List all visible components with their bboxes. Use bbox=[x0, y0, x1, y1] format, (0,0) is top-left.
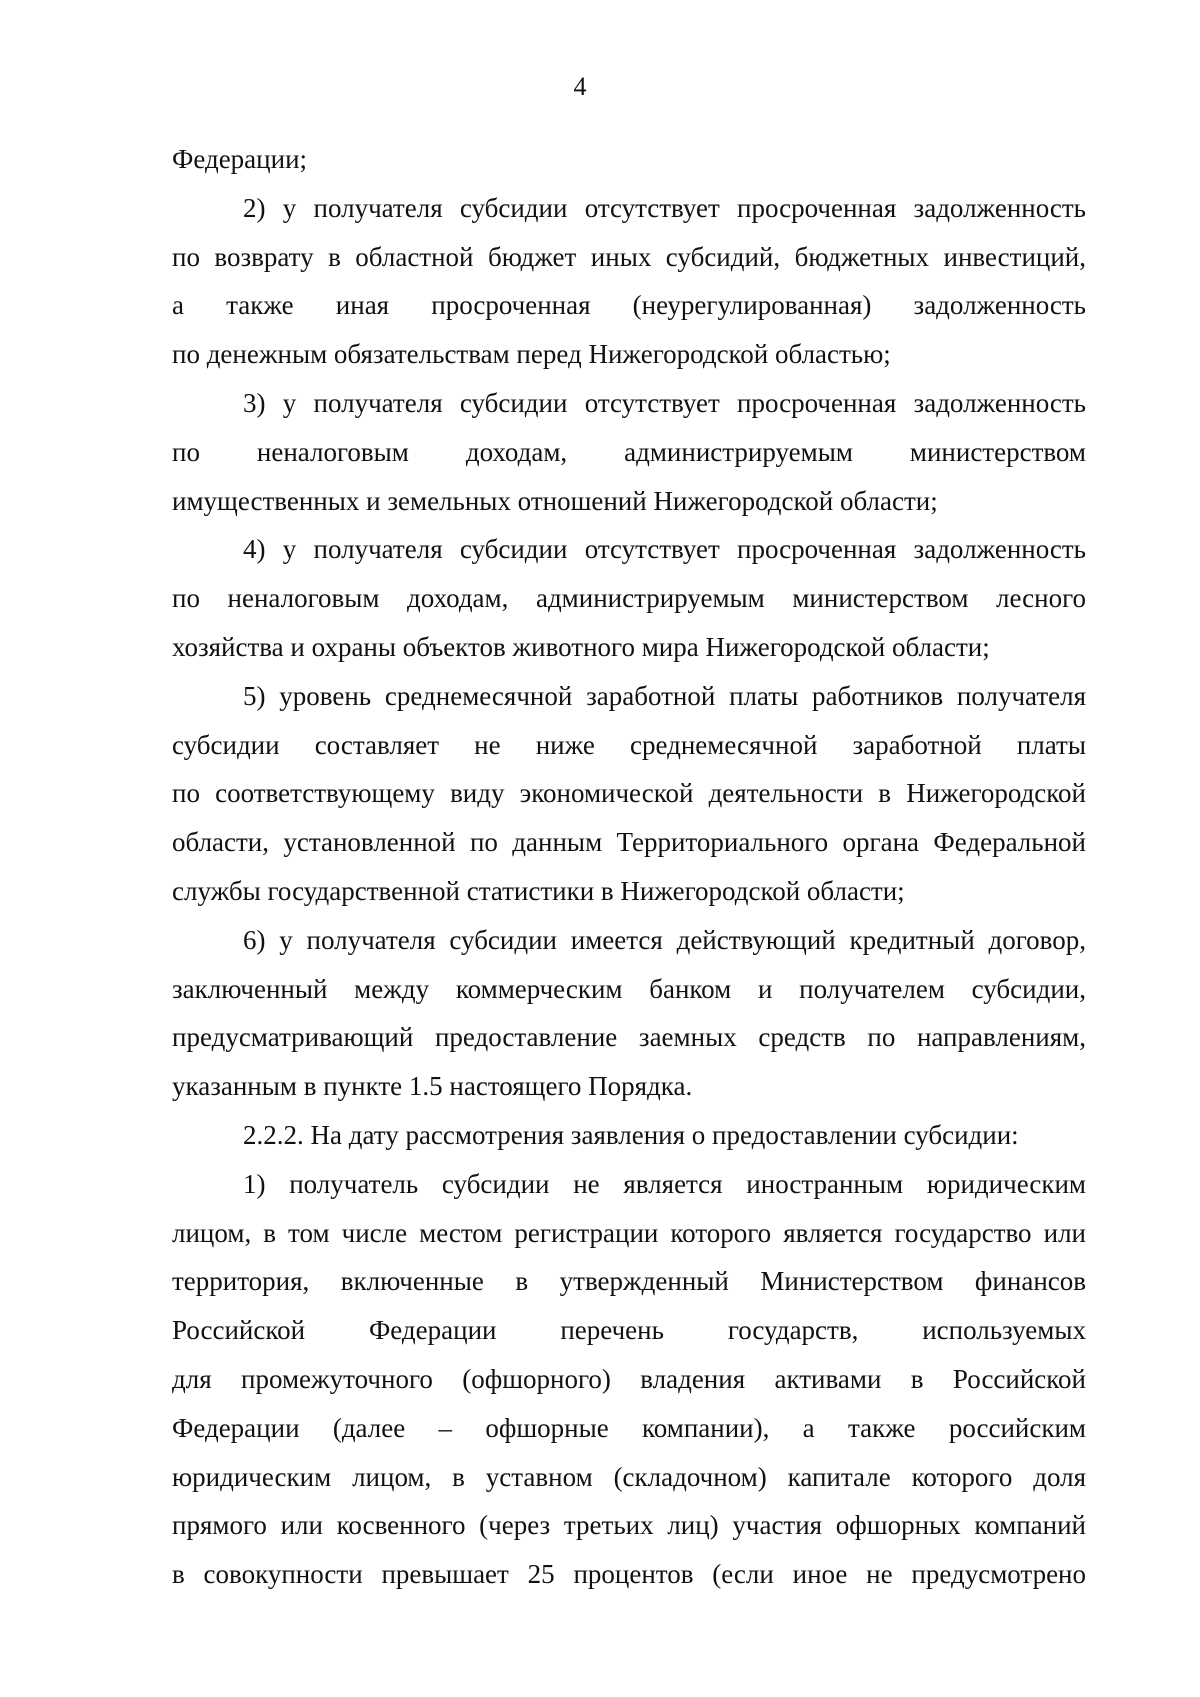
text-line: Российской Федерации перечень государств, используемых bbox=[172, 1315, 1086, 1346]
text-line: 1) получатель субсидии не является иностранным юридическим bbox=[243, 1168, 1086, 1199]
text-line: заключенный между коммерческим банком и получателем субсидии, bbox=[172, 973, 1086, 1004]
text-line: субсидии составляет не ниже среднемесячной заработной платы bbox=[172, 729, 1086, 760]
text-line: Федерации (далее – офшорные компании), а также российским bbox=[172, 1412, 1086, 1443]
text-line: для промежуточного (офшорного) владения активами в Российской bbox=[172, 1363, 1086, 1394]
text-line: лицом, в том числе местом регистрации которого является государство или bbox=[172, 1217, 1086, 1248]
text-line: области, установленной по данным Территориального органа Федеральной bbox=[172, 827, 1086, 858]
text-line: по неналоговым доходам, администрируемым министерством лесного bbox=[172, 583, 1086, 614]
document-body bbox=[172, 135, 1086, 1599]
text-line: по соответствующему виду экономической деятельности в Нижегородской bbox=[172, 778, 1086, 809]
text-line: службы государственной статистики в Нижегородской области; bbox=[172, 875, 905, 906]
text-line: 3) у получателя субсидии отсутствует просроченная задолженность bbox=[243, 387, 1086, 418]
text-line: прямого или косвенного (через третьих лиц) участия офшорных компаний bbox=[172, 1510, 1086, 1541]
text-line: 4) у получателя субсидии отсутствует просроченная задолженность bbox=[243, 534, 1086, 565]
text-line: указанным в пункте 1.5 настоящего Порядка. bbox=[172, 1071, 693, 1102]
text-line: хозяйства и охраны объектов животного мира Нижегородской области; bbox=[172, 631, 990, 662]
text-line: 6) у получателя субсидии имеется действующий кредитный договор, bbox=[243, 924, 1086, 955]
text-line: а также иная просроченная (неурегулированная) задолженность bbox=[172, 290, 1086, 321]
text-line: 5) уровень среднемесячной заработной платы работников получателя bbox=[243, 680, 1086, 711]
text-line: Федерации; bbox=[172, 144, 308, 174]
text-line: по возврату в областной бюджет иных субсидий, бюджетных инвестиций, bbox=[172, 241, 1086, 272]
text-line: в совокупности превышает 25 процентов (если иное не предусмотрено bbox=[172, 1559, 1086, 1590]
page-number: 4 bbox=[573, 72, 587, 101]
text-line: 2) у получателя субсидии отсутствует просроченная задолженность bbox=[243, 192, 1086, 223]
text-line: по неналоговым доходам, администрируемым министерством bbox=[172, 436, 1086, 467]
text-line: имущественных и земельных отношений Нижегородской области; bbox=[172, 485, 938, 516]
text-line: юридическим лицом, в уставном (складочном) капитале которого доля bbox=[172, 1461, 1086, 1492]
text-line: территория, включенные в утвержденный Министерством финансов bbox=[172, 1266, 1086, 1297]
text-line: предусматривающий предоставление заемных средств по направлениям, bbox=[172, 1022, 1086, 1053]
text-line: по денежным обязательствам перед Нижегородской областью; bbox=[172, 339, 891, 370]
text-line: 2.2.2. На дату рассмотрения заявления о предоставлении субсидии: bbox=[243, 1119, 1019, 1150]
